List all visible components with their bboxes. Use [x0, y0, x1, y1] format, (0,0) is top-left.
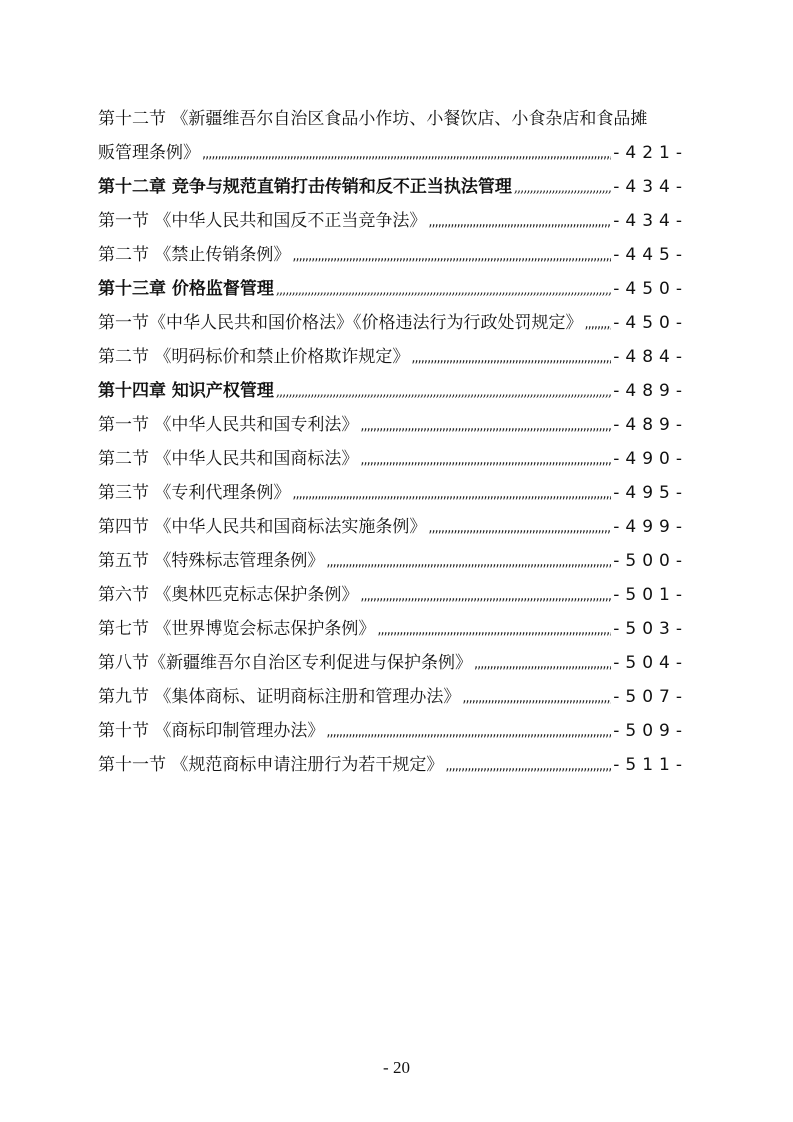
toc-entry-title: 第二节 《明码标价和禁止价格欺诈规定》 [98, 347, 410, 367]
toc-entry [98, 646, 688, 680]
toc-entry [98, 510, 688, 544]
toc-page-number: -434- [613, 211, 688, 231]
toc-leader [377, 614, 611, 648]
toc-chapter-entry [98, 374, 688, 408]
toc-page-number: -421- [613, 143, 688, 163]
toc-entry-title: 第二节 《中华人民共和国商标法》 [98, 449, 359, 469]
toc-page-number: -509- [613, 721, 688, 741]
toc-page-number: -500- [613, 551, 688, 571]
toc-entry [98, 748, 688, 782]
toc-entry [98, 612, 688, 646]
toc-page-number: -501- [613, 585, 688, 605]
toc-entry-title: 第十三章 价格监督管理 [98, 279, 274, 299]
toc-entry-title: 第八节《新疆维吾尔自治区专利促进与保护条例》 [98, 653, 472, 673]
toc-leader [428, 206, 611, 240]
toc-page-number: -450- [613, 279, 688, 299]
toc-leader [474, 648, 611, 682]
toc-leader [462, 682, 611, 716]
toc-page-number: -495- [613, 483, 688, 503]
toc-entry-title: 第九节 《集体商标、证明商标注册和管理办法》 [98, 687, 461, 707]
toc-leader [292, 240, 611, 274]
toc-page-number: -489- [613, 415, 688, 435]
toc-chapter-entry [98, 170, 688, 204]
toc-entry-title: 第三节 《专利代理条例》 [98, 483, 291, 503]
toc-entry-title: 第十二节 《新疆维吾尔自治区食品小作坊、小餐饮店、小食杂店和食品摊 [98, 109, 648, 129]
toc-leader [276, 274, 611, 308]
toc-leader [326, 546, 611, 580]
toc-entry [98, 408, 688, 442]
toc-leader [360, 410, 611, 444]
toc-entry [98, 680, 688, 714]
toc-page-number: -507- [613, 687, 688, 707]
toc-entry-title: 第十二章 竞争与规范直销打击传销和反不正当执法管理 [98, 177, 512, 197]
toc-page-number: -504- [613, 653, 688, 673]
toc-entry [98, 442, 688, 476]
toc-entry [98, 238, 688, 272]
toc-entry-title: 第十节 《商标印制管理办法》 [98, 721, 325, 741]
toc-page-number: -503- [613, 619, 688, 639]
toc-page-number: -499- [613, 517, 688, 537]
toc-entry-title: 第一节《中华人民共和国价格法》《价格违法行为行政处罚规定》 [98, 313, 583, 333]
toc-entry [98, 204, 688, 238]
toc-page-number: -445- [613, 245, 688, 265]
toc-leader [276, 376, 611, 410]
toc-entry [98, 340, 688, 374]
toc-page-number: -484- [613, 347, 688, 367]
toc-leader [428, 512, 611, 546]
toc-entry-title: 第二节 《禁止传销条例》 [98, 245, 291, 265]
toc-chapter-entry [98, 272, 688, 306]
toc-entry-title: 第六节 《奥林匹克标志保护条例》 [98, 585, 359, 605]
page-footer-number: - 20 [383, 1058, 410, 1077]
toc-entry [98, 544, 688, 578]
toc-entry-title: 第五节 《特殊标志管理条例》 [98, 551, 325, 571]
toc-leader [445, 750, 611, 784]
table-of-contents [98, 102, 688, 782]
toc-entry [98, 306, 688, 340]
toc-leader [514, 172, 611, 206]
toc-page-number: -434- [613, 177, 688, 197]
toc-entry-title: 第一节 《中华人民共和国反不正当竞争法》 [98, 211, 427, 231]
toc-entry-title: 第十四章 知识产权管理 [98, 381, 274, 401]
toc-leader [326, 716, 611, 750]
toc-leader [292, 478, 611, 512]
toc-leader [411, 342, 611, 376]
toc-entry-title: 第七节 《世界博览会标志保护条例》 [98, 619, 376, 639]
toc-entry-title: 贩管理条例》 [98, 143, 200, 163]
toc-leader [360, 580, 611, 614]
toc-entry [98, 578, 688, 612]
toc-leader [202, 138, 611, 172]
toc-entry-title: 第四节 《中华人民共和国商标法实施条例》 [98, 517, 427, 537]
toc-page-number: -450- [613, 313, 688, 333]
toc-entry-title: 第十一节 《规范商标申请注册行为若干规定》 [98, 755, 444, 775]
toc-list [98, 170, 688, 782]
toc-leader [360, 444, 611, 478]
toc-entry-title: 第一节 《中华人民共和国专利法》 [98, 415, 359, 435]
toc-entry [98, 136, 688, 170]
toc-entry [98, 476, 688, 510]
toc-leader [585, 308, 612, 342]
toc-page-number: -511- [613, 755, 688, 775]
toc-page-number: -489- [613, 381, 688, 401]
toc-entry [98, 714, 688, 748]
toc-page-number: -490- [613, 449, 688, 469]
